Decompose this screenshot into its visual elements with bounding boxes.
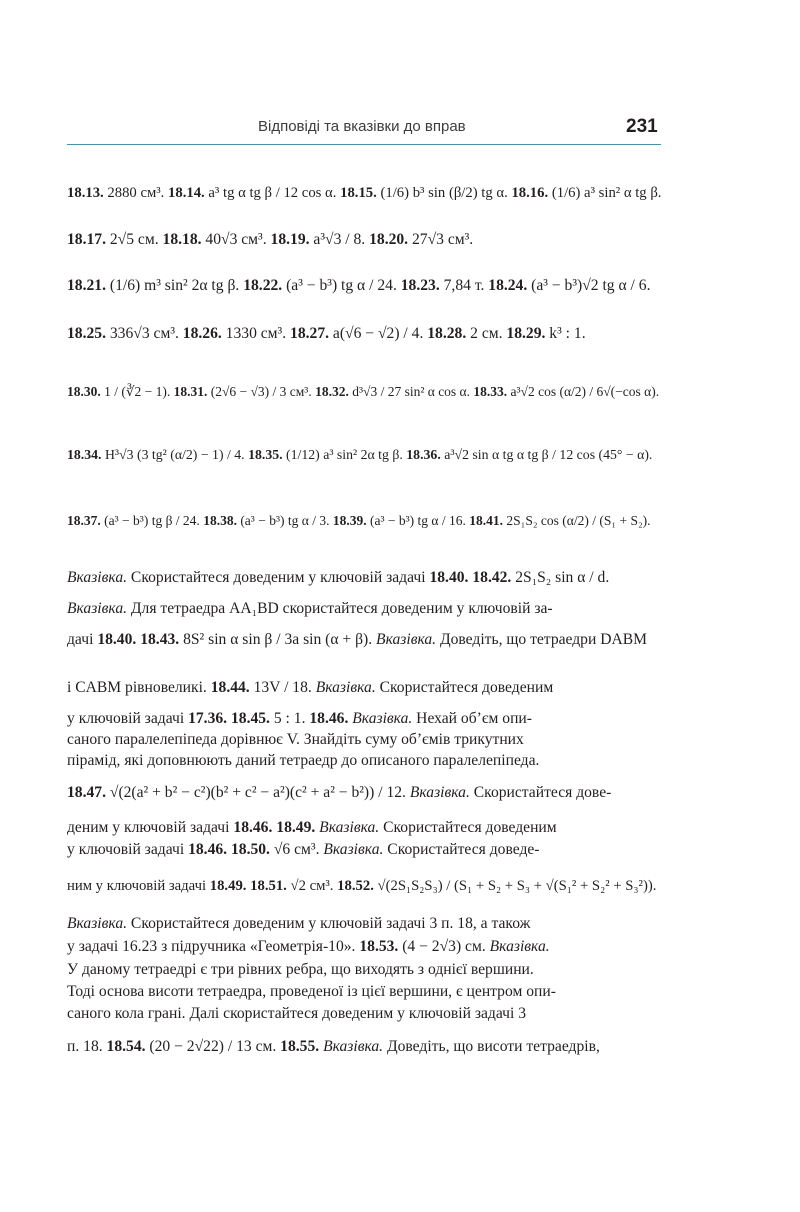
answer-number: 18.46. <box>233 819 273 836</box>
answer-number: 18.40. <box>97 631 137 648</box>
hint-label: Вказівка. <box>323 1038 384 1055</box>
answer-number: 18.30. <box>67 384 101 399</box>
answer-number: 18.37. <box>67 513 101 528</box>
answer-line: 18.34. H³√3 (3 tg² (α/2) − 1) / 4. 18.35. (1/12) a³ sin² 2α tg β. 18.36. a³√2 sin α tg α tg β / 12 cos (45° − α). <box>67 447 653 462</box>
answer-number: 18.46. <box>188 841 228 858</box>
answer-line: Тоді основа висоти тетраедра, проведеної із цієї вершини, є центром опи- <box>67 983 556 1000</box>
answer-number: 18.51. <box>250 878 287 894</box>
hint-label: Вказівка. <box>409 784 470 801</box>
answer-number: 18.41. <box>469 513 503 528</box>
hint-label: Вказівка. <box>67 915 128 932</box>
hint-label: Вказівка. <box>376 631 437 648</box>
answer-line: пірамід, які доповнюють даний тетраедр до описаного паралелепіпеда. <box>67 752 540 769</box>
answer-number: 18.50. <box>230 841 270 858</box>
answer-number: 18.27. <box>290 325 330 342</box>
answer-number: 18.14. <box>168 185 205 201</box>
answer-number: 18.17. <box>67 231 106 248</box>
answer-number: 18.49. <box>276 819 316 836</box>
answer-number: 18.46. <box>309 710 349 727</box>
answer-line: У даному тетраедрі є три рівних ребра, що виходять з однієї вершини. <box>67 961 534 978</box>
hint-label: Вказівка. <box>489 938 550 955</box>
answer-number: 18.16. <box>511 185 549 201</box>
hint-label: Вказівка. <box>323 841 384 858</box>
answer-line: Вказівка. Скористайтеся доведеним у ключовій задачі 3 п. 18, а також <box>67 915 531 932</box>
answer-number: 18.23. <box>400 277 440 294</box>
answer-number: 18.15. <box>340 185 377 201</box>
answer-line: 18.21. (1/6) m³ sin² 2α tg β. 18.22. (a³ − b³) tg α / 24. 18.23. 7,84 т. 18.24. (a³ − b³)√2 tg α / 6. <box>67 277 651 294</box>
answer-line: у ключовій задачі 17.36. 18.45. 5 : 1. 18.46. Вказівка. Нехай об’єм опи- <box>67 710 532 727</box>
answer-number: 18.43. <box>140 631 180 648</box>
answer-number: 18.26. <box>182 325 222 342</box>
hint-label: Вказівка. <box>352 710 413 727</box>
hint-label: Вказівка. <box>319 819 380 836</box>
answer-number: 18.49. <box>209 878 247 894</box>
answer-number: 18.40. <box>429 569 469 586</box>
answer-line: Вказівка. Скористайтеся доведеним у ключовій задачі 18.40. 18.42. 2S₁S₂ sin α / d. <box>67 569 610 586</box>
answer-number: 18.52. <box>337 878 374 894</box>
answer-number: 18.13. <box>67 185 104 201</box>
answer-line: 18.17. 2√5 см. 18.18. 40√3 см³. 18.19. a³√3 / 8. 18.20. 27√3 см³. <box>67 231 474 248</box>
hint-label: Вказівка. <box>315 679 376 696</box>
answer-number: 18.54. <box>106 1038 146 1055</box>
answer-number: 18.39. <box>332 513 367 528</box>
answer-number: 18.33. <box>473 384 508 399</box>
header-divider <box>67 144 661 145</box>
answer-line: 18.37. (a³ − b³) tg β / 24. 18.38. (a³ − b³) tg α / 3. 18.39. (a³ − b³) tg α / 16. 18.41. 2S₁S₂ cos (α/2) / (S₁ + S₂). <box>67 513 651 528</box>
answer-line: дачі 18.40. 18.43. 8S² sin α sin β / 3a sin (α + β). Вказівка. Доведіть, що тетраедри DABM <box>67 631 648 648</box>
answer-line: саного кола грані. Далі скористайтеся доведеним у ключовій задачі 3 <box>67 1005 527 1022</box>
answer-line: у ключовій задачі 18.46. 18.50. √6 см³. Вказівка. Скористайтеся доведе- <box>67 841 540 858</box>
answer-number: 18.19. <box>270 231 310 248</box>
answer-number: 18.31. <box>173 384 208 399</box>
answer-line: п. 18. 18.54. (20 − 2√22) / 13 см. 18.55. Вказівка. Доведіть, що висоти тетраедрів, <box>67 1038 600 1055</box>
answer-number: 18.24. <box>488 277 528 294</box>
answer-number: 18.35. <box>248 447 283 462</box>
answer-line: 18.13. 2880 см³. 18.14. a³ tg α tg β / 12 cos α. 18.15. (1/6) b³ sin (β/2) tg α. 18.16. (1/6) a³ sin² α tg β. <box>67 185 662 201</box>
answer-number: 18.29. <box>506 325 546 342</box>
answer-line: деним у ключовій задачі 18.46. 18.49. Вказівка. Скористайтеся доведеним <box>67 819 557 836</box>
hint-label: Вказівка. <box>67 569 128 586</box>
answer-line: Вказівка. Для тетраедра AA₁BD скористайтеся доведеним у ключовій за- <box>67 600 553 617</box>
answer-line: 18.25. 336√3 см³. 18.26. 1330 см³. 18.27. a(√6 − √2) / 4. 18.28. 2 см. 18.29. k³ : 1. <box>67 325 586 342</box>
answer-number: 18.18. <box>162 231 202 248</box>
running-header-title: Відповіді та вказівки до вправ <box>258 118 466 135</box>
answer-line: і CABM рівновеликі. 18.44. 13V / 18. Вказівка. Скористайтеся доведеним <box>67 679 554 696</box>
page-number: 231 <box>626 116 658 137</box>
answer-number: 18.53. <box>359 938 399 955</box>
answer-number: 18.36. <box>406 447 441 462</box>
answer-number: 18.42. <box>472 569 512 586</box>
answer-line: 18.47. √(2(a² + b² − c²)(b² + c² − a²)(c² + a² − b²)) / 12. Вказівка. Скористайтеся дове- <box>67 784 612 801</box>
answer-number: 18.20. <box>369 231 409 248</box>
answer-number: 18.45. <box>230 710 270 727</box>
answer-number: 18.47. <box>67 784 106 801</box>
answer-number: 18.34. <box>67 447 102 462</box>
answer-number: 18.55. <box>280 1038 320 1055</box>
hint-label: Вказівка. <box>67 600 128 617</box>
answer-number: 17.36. <box>188 710 228 727</box>
answer-number: 18.44. <box>210 679 250 696</box>
answer-line: у задачі 16.23 з підручника «Геометрія-10». 18.53. (4 − 2√3) см. Вказівка. <box>67 938 550 955</box>
answer-line: 18.30. 1 / (∛2 − 1). 18.31. (2√6 − √3) / 3 см³. 18.32. d³√3 / 27 sin² α cos α. 18.33. a³√2 cos (α/2) / 6√(−cos α). <box>67 384 660 399</box>
answer-number: 18.25. <box>67 325 106 342</box>
answer-number: 18.22. <box>243 277 283 294</box>
answer-number: 18.38. <box>203 513 237 528</box>
answer-number: 18.32. <box>315 384 349 399</box>
answer-line: ним у ключовій задачі 18.49. 18.51. √2 см³. 18.52. √(2S₁S₂S₃) / (S₁ + S₂ + S₃ + √(S₁² + S₂² + S₃²)). <box>67 878 657 894</box>
answer-line: саного паралелепіпеда дорівнює V. Знайдіть суму об’ємів трикутних <box>67 731 524 748</box>
answer-number: 18.21. <box>67 277 106 294</box>
answer-number: 18.28. <box>427 325 467 342</box>
